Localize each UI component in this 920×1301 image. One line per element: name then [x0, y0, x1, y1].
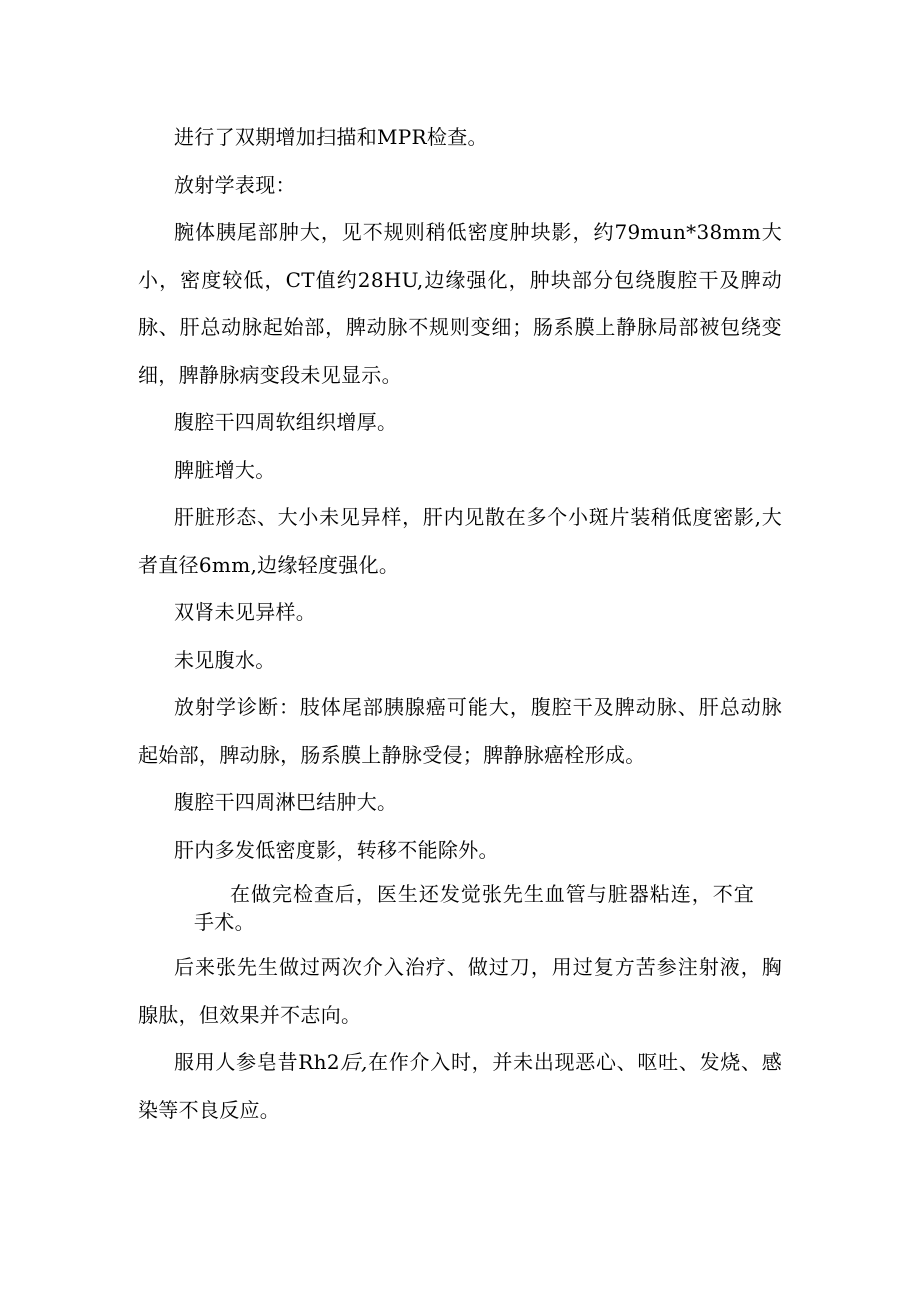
paragraph-6: 肝脏形态、大小未见异样，肝内见散在多个小斑片装稍低度密影,大者直径6mm,边缘轻度强化。 — [138, 505, 782, 577]
paragraph-14-before: 服用人参皂昔Rh2 — [174, 1050, 340, 1074]
paragraph-9: 放射学诊断：肢体尾部胰腺癌可能大，腹腔干及脾动脉、肝总动脉起始部，脾动脉，肠系膜上静脉受侵；脾静脉癌栓形成。 — [138, 695, 782, 767]
paragraph-12: 在做完检查后，医生还发觉张先生血管与脏器粘连，不宜手术。 — [194, 882, 754, 934]
paragraph-13: 后来张先生做过两次介入治疗、做过刀，用过复方苦参注射液，胸腺肽，但效果并不志向。 — [138, 955, 782, 1027]
paragraph-4: 腹腔干四周软组织增厚。 — [174, 410, 398, 434]
paragraph-14-after: 在作介入时，并未出现恶心、呕吐、发烧、感染等不良反应。 — [138, 1050, 782, 1122]
paragraph-5: 脾脏增大。 — [174, 457, 276, 482]
paragraph-10: 腹腔干四周淋巴结肿大。 — [174, 790, 398, 814]
paragraph-14 — [138, 1039, 782, 1134]
document-body — [138, 114, 782, 1134]
paragraph-14-italic: 后, — [339, 1050, 368, 1074]
paragraph-3: 腕体胰尾部肿大，见不规则稍低密度肿块影，约79mun*38mm大小，密度较低，CT值约28HU,边缘强化，肿块部分包绕腹腔干及脾动脉、肝总动脉起始部，脾动脉不规则变细；肠系膜上静脉局部被包绕变细，脾静脉病变段未见显示。 — [138, 220, 782, 387]
paragraph-1: 进行了双期增加扫描和MPR检查。 — [174, 125, 488, 149]
paragraph-7: 双肾未见异样。 — [174, 600, 317, 624]
paragraph-11: 肝内多发低密度影，转移不能除外。 — [174, 837, 499, 862]
paragraph-2: 放射学表现： — [174, 172, 296, 197]
paragraph-8: 未见腹水。 — [174, 647, 276, 672]
